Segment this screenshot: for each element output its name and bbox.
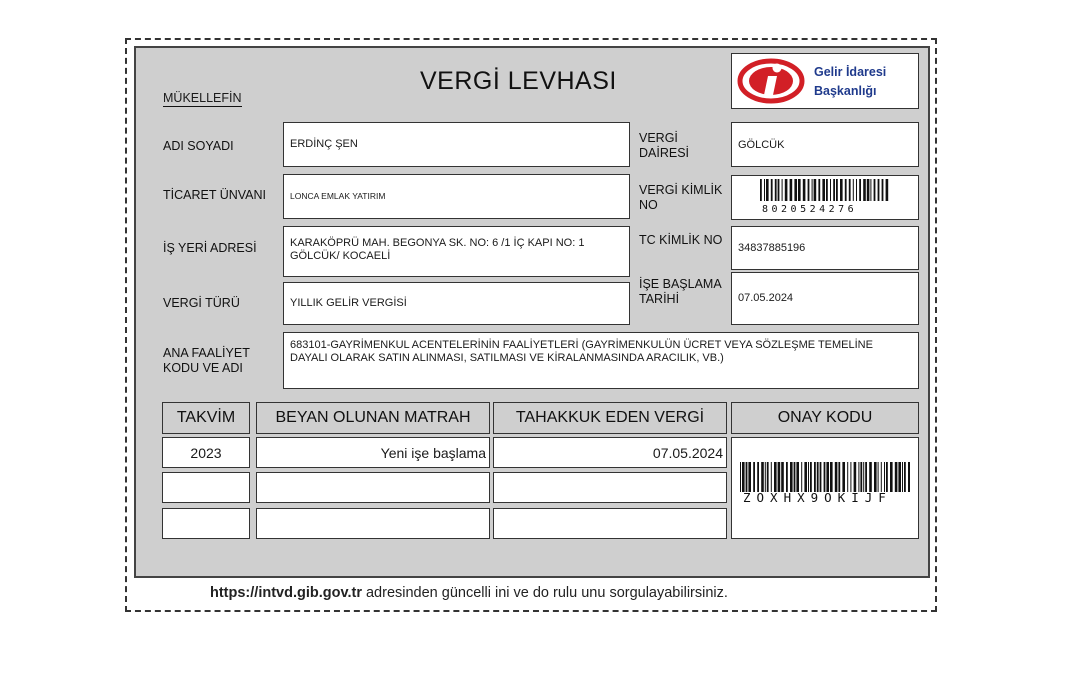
ticaret-unvani-label: TİCARET ÜNVANI xyxy=(163,188,267,202)
barcode-bar xyxy=(781,462,784,492)
barcode-bar xyxy=(840,179,843,201)
barcode-bar xyxy=(778,179,780,201)
barcode-bar xyxy=(803,179,806,201)
document-title: VERGİ LEVHASI xyxy=(420,67,617,95)
ise-baslama-tarihi-value: 07.05.2024 xyxy=(731,272,919,325)
barcode-bar xyxy=(902,462,903,492)
tc-kimlik-no-value: 34837885196 xyxy=(731,226,919,270)
barcode-bar xyxy=(908,462,910,492)
barcode-bar xyxy=(863,462,864,492)
barcode-bar xyxy=(765,462,766,492)
takvim-cell xyxy=(162,472,250,503)
barcode-bar xyxy=(785,179,788,201)
barcode-bar xyxy=(878,179,880,201)
barcode-bar xyxy=(845,179,847,201)
takvim-cell xyxy=(162,508,250,539)
onay-kodu-barcode xyxy=(740,462,910,492)
barcode-bar xyxy=(847,462,848,492)
barcode-bar xyxy=(865,462,867,492)
onay-kodu-header: ONAY KODU xyxy=(731,402,919,434)
barcode-bar xyxy=(867,179,870,201)
adi-soyadi-label: ADI SOYADI xyxy=(163,139,234,153)
barcode-bar xyxy=(859,179,861,201)
barcode-bar xyxy=(757,462,759,492)
footer-note xyxy=(210,585,728,601)
barcode-bar xyxy=(801,462,802,492)
matrah-cell xyxy=(256,472,490,503)
onay-kodu-box xyxy=(731,437,919,539)
barcode-bar xyxy=(886,462,888,492)
barcode-bar xyxy=(833,179,835,201)
barcode-bar xyxy=(818,179,820,201)
barcode-bar xyxy=(771,462,772,492)
barcode-bar xyxy=(798,179,801,201)
barcode-bar xyxy=(740,462,741,492)
vergi-turu-value: YILLIK GELİR VERGİSİ xyxy=(283,282,630,325)
barcode-bar xyxy=(790,462,793,492)
barcode-bar xyxy=(822,179,825,201)
takvim-header: TAKVİM xyxy=(162,402,250,434)
gib-logo-icon xyxy=(737,57,807,105)
barcode-bar xyxy=(814,462,816,492)
barcode-bar xyxy=(808,179,810,201)
vergi-dairesi-label: VERGİ DAİRESİ xyxy=(639,131,690,160)
barcode-bar xyxy=(782,179,783,201)
barcode-bar xyxy=(853,179,854,201)
vergi-kimlik-barcode-box xyxy=(731,175,919,220)
barcode-bar xyxy=(775,179,777,201)
barcode-bar xyxy=(810,462,812,492)
footer-text: adresinden güncelli ini ve do rulu unu sorgulayabilirsiniz. xyxy=(361,585,728,601)
barcode-bar xyxy=(854,462,857,492)
is-yeri-adresi-label: İŞ YERİ ADRESİ xyxy=(163,241,257,255)
barcode-bar xyxy=(850,462,851,492)
onay-kodu-text: ZOXHX9OKIJF xyxy=(743,490,892,505)
barcode-bar xyxy=(869,462,872,492)
barcode-bar xyxy=(874,179,876,201)
barcode-bar xyxy=(860,462,862,492)
barcode-bar xyxy=(870,179,871,201)
section-label: MÜKELLEFİN xyxy=(163,91,242,105)
barcode-bar xyxy=(817,462,819,492)
barcode-bar xyxy=(856,179,857,201)
barcode-bar xyxy=(814,179,817,201)
barcode-bar xyxy=(835,462,838,492)
barcode-bar xyxy=(790,179,793,201)
barcode-bar xyxy=(895,462,898,492)
barcode-bar xyxy=(904,462,906,492)
vergi-turu-label: VERGİ TÜRÜ xyxy=(163,296,240,310)
matrah-cell: Yeni işe başlama xyxy=(256,437,490,468)
gib-logo xyxy=(731,53,919,109)
barcode-bar xyxy=(753,462,755,492)
barcode-bar xyxy=(778,462,781,492)
barcode-bar xyxy=(882,179,884,201)
ana-faaliyet-label: ANA FAALİYET KODU VE ADI xyxy=(163,346,250,375)
barcode-bar xyxy=(774,462,777,492)
ana-faaliyet-value: 683101-GAYRİMENKUL ACENTELERİNİN FAALİYETLERİ (GAYRİMENKULÜN ÜCRET VEYA SÖZLEŞME TEMELİNE DAYALI OLARAK SATIN ALINMASI, SATILMASI VE KİRALANMASINDA ARACILIK, VB.) xyxy=(283,332,919,389)
barcode-bar xyxy=(760,179,762,201)
tc-kimlik-no-label: TC KİMLİK NO xyxy=(639,233,723,247)
vergi-kimlik-no-label: VERGİ KİMLİK NO xyxy=(639,183,723,212)
barcode-bar xyxy=(766,179,769,201)
barcode-bar xyxy=(858,462,859,492)
barcode-bar xyxy=(820,462,822,492)
barcode-bar xyxy=(830,462,833,492)
tahakkuk-cell xyxy=(493,472,727,503)
barcode-bar xyxy=(824,462,826,492)
takvim-cell: 2023 xyxy=(162,437,250,468)
ise-baslama-tarihi-label: İŞE BAŞLAMA TARİHİ xyxy=(639,277,721,306)
tahakkuk-cell xyxy=(493,508,727,539)
barcode-bar xyxy=(884,462,885,492)
barcode-bar xyxy=(796,462,799,492)
barcode-bar xyxy=(794,462,796,492)
barcode-bar xyxy=(878,462,879,492)
barcode-bar xyxy=(742,462,745,492)
barcode-bar xyxy=(849,179,851,201)
barcode-bar xyxy=(808,462,809,492)
ticaret-unvani-value: LONCA EMLAK YATIRIM xyxy=(283,174,630,219)
barcode-bar xyxy=(890,462,893,492)
matrah-header: BEYAN OLUNAN MATRAH xyxy=(256,402,490,434)
barcode-bar xyxy=(786,462,788,492)
vergi-kimlik-digits: 8020524276 xyxy=(762,204,858,215)
barcode-bar xyxy=(836,179,838,201)
barcode-bar xyxy=(767,462,769,492)
tahakkuk-header: TAHAKKUK EDEN VERGİ xyxy=(493,402,727,434)
barcode-bar xyxy=(886,179,889,201)
barcode-bar xyxy=(764,179,765,201)
barcode-bar xyxy=(812,179,813,201)
barcode-bar xyxy=(874,462,877,492)
barcode-bar xyxy=(794,179,797,201)
barcode-bar xyxy=(804,462,807,492)
footer-url[interactable]: https://intvd.gib.gov.tr xyxy=(210,585,362,601)
barcode-bar xyxy=(771,179,773,201)
barcode-bar xyxy=(898,462,901,492)
barcode-bar xyxy=(881,462,882,492)
barcode-bar xyxy=(826,462,829,492)
is-yeri-adresi-value: KARAKÖPRÜ MAH. BEGONYA SK. NO: 6 /1 İÇ KAPI NO: 1 GÖLCÜK/ KOCAELİ xyxy=(283,226,630,277)
adi-soyadi-value: ERDİNÇ ŞEN xyxy=(283,122,630,167)
barcode-bar xyxy=(838,462,840,492)
barcode-bar xyxy=(830,179,831,201)
vergi-kimlik-barcode xyxy=(760,179,892,201)
barcode-bar xyxy=(842,462,845,492)
barcode-bar xyxy=(746,462,748,492)
barcode-bar xyxy=(826,179,828,201)
matrah-cell xyxy=(256,508,490,539)
barcode-bar xyxy=(761,462,764,492)
tahakkuk-cell: 07.05.2024 xyxy=(493,437,727,468)
vergi-dairesi-value: GÖLCÜK xyxy=(731,122,919,167)
barcode-bar xyxy=(863,179,866,201)
barcode-bar xyxy=(748,462,751,492)
gib-logo-text: Gelir İdaresi Başkanlığı xyxy=(814,65,887,98)
